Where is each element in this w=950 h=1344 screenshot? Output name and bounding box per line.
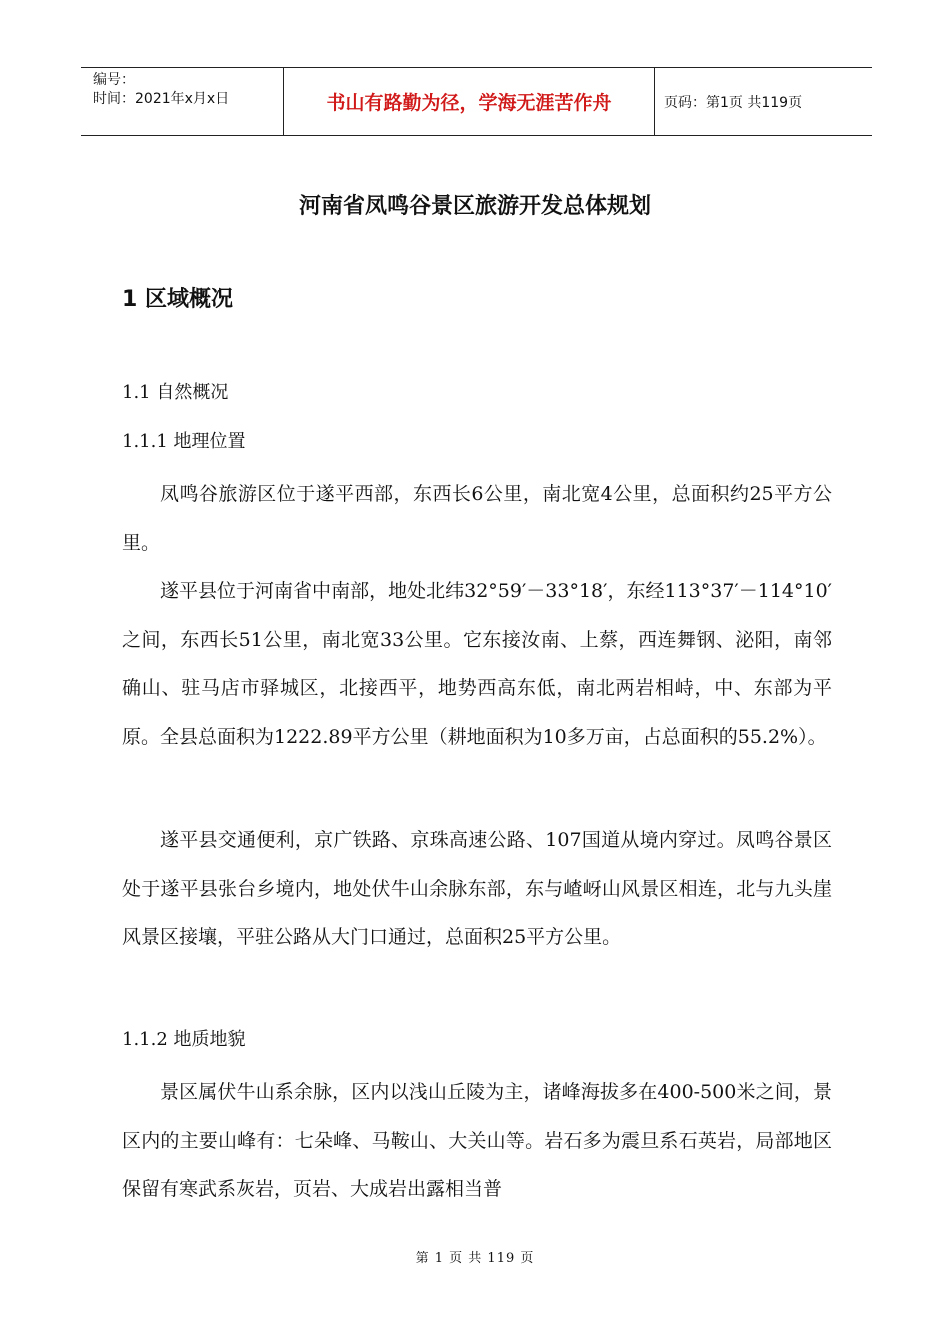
section-heading: 1 区域概况 (122, 287, 233, 312)
subsection-heading: 1.1.1 地理位置 (122, 431, 246, 452)
subsection-heading: 1.1 自然概况 (122, 382, 229, 403)
body-paragraph: 遂平县位于河南省中南部，地处北纬32°59′－33°18′，东经113°37′－114°10′之间，东西长51公里，南北宽33公里。它东接汝南、上蔡，西连舞钢、泌阳，南邻确山、驻马店市驿城区，北接西平，地势西高东低，南北两岩相峙，中、东部为平原。全县总面积为1222.89平方公里（耕地面积为10多万亩，占总面积的55.2%）。 (122, 580, 832, 748)
page-header (81, 67, 872, 136)
header-meta-cell (81, 68, 284, 135)
header-motto: 书山有路勤为径，学海无涯苦作舟 (284, 68, 655, 135)
date-label: 时间：2021年x月x日 (93, 91, 230, 107)
header-page-info: 页码：第1页 共119页 (664, 94, 803, 111)
serial-label: 编号： (93, 72, 135, 88)
body-paragraph: 遂平县交通便利，京广铁路、京珠高速公路、107国道从境内穿过。凤鸣谷景区处于遂平县张台乡境内，地处伏牛山余脉东部，东与嵖岈山风景区相连，北与九头崖风景区接壤，平驻公路从大门口通过，总面积25平方公里。 (122, 829, 832, 948)
document-title: 河南省凤鸣谷景区旅游开发总体规划 (298, 194, 651, 219)
page-footer: 第 1 页 共 119 页 (415, 1251, 535, 1266)
subsection-heading: 1.1.2 地质地貌 (122, 1029, 246, 1050)
body-paragraph: 景区属伏牛山系余脉，区内以浅山丘陵为主，诸峰海拔多在400-500米之间，景区内的主要山峰有：七朵峰、马鞍山、大关山等。岩石多为震旦系石英岩，局部地区保留有寒武系灰岩，页岩、大成岩出露相当普 (122, 1081, 832, 1200)
body-paragraph: 凤鸣谷旅游区位于遂平西部，东西长6公里，南北宽4公里，总面积约25平方公里。 (122, 483, 832, 554)
